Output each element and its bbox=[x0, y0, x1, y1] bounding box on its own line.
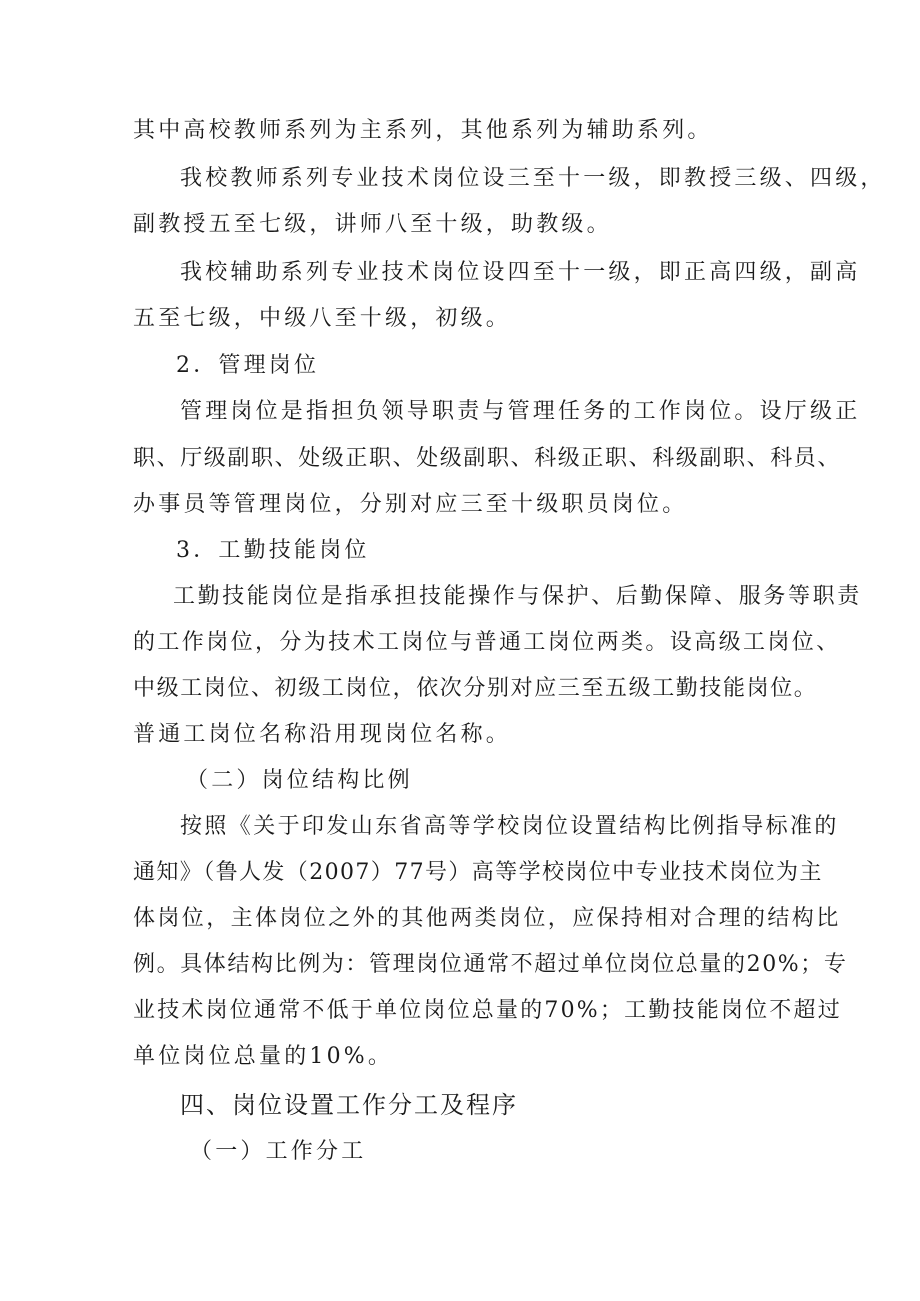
chapter-heading: 四、岗位设置工作分工及程序 bbox=[180, 1091, 518, 1119]
paragraph-line: 业技术岗位通常不低于单位岗位总量的70%；工勤技能岗位不超过 bbox=[133, 998, 842, 1023]
paragraph-line: 中级工岗位、初级工岗位，依次分别对应三至五级工勤技能岗位。 bbox=[133, 676, 818, 701]
paragraph-line: 普通工岗位名称沿用现岗位名称。 bbox=[133, 722, 512, 747]
subsection-heading: （一）工作分工 bbox=[190, 1139, 367, 1164]
paragraph-line: 按照《关于印发山东省高等学校岗位设置结构比例指导标准的 bbox=[180, 814, 839, 839]
paragraph-line: 我校辅助系列专业技术岗位设四至十一级，即正高四级，副高 bbox=[180, 260, 861, 285]
paragraph-line: 管理岗位是指担负领导职责与管理任务的工作岗位。设厅级正 bbox=[180, 399, 861, 424]
paragraph-line: 职、厅级副职、处级正职、处级副职、科级正职、科级副职、科员、 bbox=[133, 446, 842, 471]
paragraph-line: 单位岗位总量的10%。 bbox=[133, 1044, 394, 1069]
paragraph-line: 通知》（鲁人发（2007）77号）高等学校岗位中专业技术岗位为主 bbox=[133, 860, 823, 885]
paragraph-line: 例。具体结构比例为：管理岗位通常不超过单位岗位总量的20%；专 bbox=[133, 952, 848, 977]
paragraph-line: 体岗位，主体岗位之外的其他两类岗位，应保持相对合理的结构比 bbox=[133, 906, 841, 931]
paragraph-line: 五至七级，中级八至十级，初级。 bbox=[133, 306, 512, 331]
section-heading: 3．工勤技能岗位 bbox=[176, 538, 370, 563]
paragraph-line: 我校教师系列专业技术岗位设三至十一级，即教授三级、四级， bbox=[180, 166, 886, 191]
paragraph-line: 工勤技能岗位是指承担技能操作与保护、后勤保障、服务等职责 bbox=[173, 584, 862, 609]
paragraph-line: 办事员等管理岗位，分别对应三至十级职员岗位。 bbox=[133, 492, 688, 517]
section-heading: 2．管理岗位 bbox=[176, 353, 320, 378]
subsection-heading: （二）岗位结构比例 bbox=[186, 768, 413, 793]
paragraph-line: 其中高校教师系列为主系列，其他系列为辅助系列。 bbox=[133, 118, 713, 143]
paragraph-line: 的工作岗位，分为技术工岗位与普通工岗位两类。设高级工岗位、 bbox=[133, 630, 841, 655]
paragraph-line: 副教授五至七级，讲师八至十级，助教级。 bbox=[133, 212, 612, 237]
